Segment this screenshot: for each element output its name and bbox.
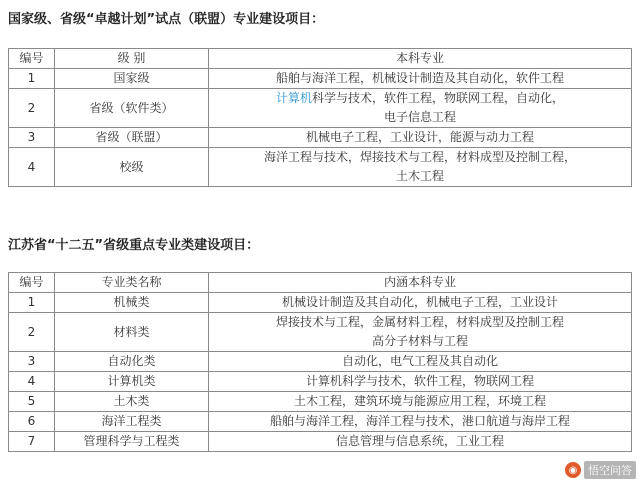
row-level: 省级（联盟）: [55, 128, 209, 148]
row-category: 自动化类: [55, 352, 209, 372]
major-line: 机械电子工程，工业设计，能源与动力工程: [305, 130, 534, 144]
table-row: [9, 432, 632, 452]
major-line: [211, 89, 629, 108]
row-majors: [209, 69, 632, 89]
table-header-row: [9, 49, 632, 69]
major-line: 机械设计制造及其自动化，机械电子工程，工业设计: [281, 295, 558, 309]
row-category: 计算机类: [55, 372, 209, 392]
row-number: 2: [9, 89, 55, 128]
major-line: 船舶与海洋工程，海洋工程与技术，港口航道与海岸工程: [269, 414, 570, 428]
highlighted-text[interactable]: 计算机: [275, 91, 312, 105]
watermark-text: 悟空问答: [584, 461, 636, 479]
table-row: [9, 148, 632, 187]
row-majors: [209, 412, 632, 432]
row-level: 校级: [55, 148, 209, 187]
row-number: 4: [9, 372, 55, 392]
row-category: 材料类: [55, 313, 209, 352]
row-majors: [209, 148, 632, 187]
row-majors: [209, 372, 632, 392]
major-line: 船舶与海洋工程，机械设计制造及其自动化，软件工程: [275, 71, 564, 85]
header-number: 编号: [9, 49, 55, 69]
row-number: 5: [9, 392, 55, 412]
row-category: 海洋工程类: [55, 412, 209, 432]
table-header-row: [9, 273, 632, 293]
header-majors: 内涵本科专业: [209, 273, 632, 293]
table-row: [9, 128, 632, 148]
row-level: 国家级: [55, 69, 209, 89]
section1-title: 国家级、省级“卓越计划”试点（联盟）专业建设项目：: [8, 12, 325, 27]
row-number: 3: [9, 352, 55, 372]
row-number: 1: [9, 69, 55, 89]
row-majors: [209, 89, 632, 128]
table-row: [9, 313, 632, 352]
major-line: 焊接技术与工程，金属材料工程，材料成型及控制工程: [275, 315, 564, 329]
key-major-table: [8, 272, 632, 452]
major-text: 科学与技术，软件工程，物联网工程，自动化，: [312, 91, 565, 105]
row-category: 土木类: [55, 392, 209, 412]
row-number: 1: [9, 293, 55, 313]
major-line: 海洋工程与技术，焊接技术与工程，材料成型及控制工程，: [263, 150, 576, 164]
table-row: [9, 392, 632, 412]
row-number: 4: [9, 148, 55, 187]
table-row: [9, 69, 632, 89]
row-majors: [209, 293, 632, 313]
row-category: 管理科学与工程类: [55, 432, 209, 452]
row-number: 7: [9, 432, 55, 452]
row-number: 6: [9, 412, 55, 432]
table-row: [9, 293, 632, 313]
watermark: [565, 461, 636, 479]
table-row: [9, 89, 632, 128]
major-line: 土木工程: [395, 169, 444, 183]
row-majors: [209, 392, 632, 412]
table-row: [9, 372, 632, 392]
table-row: [9, 412, 632, 432]
header-level: 级 别: [55, 49, 209, 69]
row-number: 3: [9, 128, 55, 148]
row-majors: [209, 432, 632, 452]
row-category: 机械类: [55, 293, 209, 313]
major-line: 电子信息工程: [383, 110, 456, 124]
major-line: 信息管理与信息系统，工业工程: [335, 434, 504, 448]
row-majors: [209, 313, 632, 352]
header-number: 编号: [9, 273, 55, 293]
pilot-program-table: [8, 48, 632, 187]
row-majors: [209, 352, 632, 372]
major-line: 土木工程，建筑环境与能源应用工程，环境工程: [293, 394, 546, 408]
row-level: 省级（软件类）: [55, 89, 209, 128]
wukong-logo-icon: ◉: [565, 462, 581, 478]
table-row: [9, 352, 632, 372]
row-number: 2: [9, 313, 55, 352]
major-line: 计算机科学与技术，软件工程，物联网工程: [305, 374, 534, 388]
major-line: 自动化，电气工程及其自动化: [341, 354, 498, 368]
major-line: 高分子材料与工程: [371, 334, 468, 348]
row-majors: [209, 128, 632, 148]
section2-title: 江苏省“十二五”省级重点专业类建设项目：: [8, 238, 260, 253]
header-category: 专业类名称: [55, 273, 209, 293]
header-majors: 本科专业: [209, 49, 632, 69]
